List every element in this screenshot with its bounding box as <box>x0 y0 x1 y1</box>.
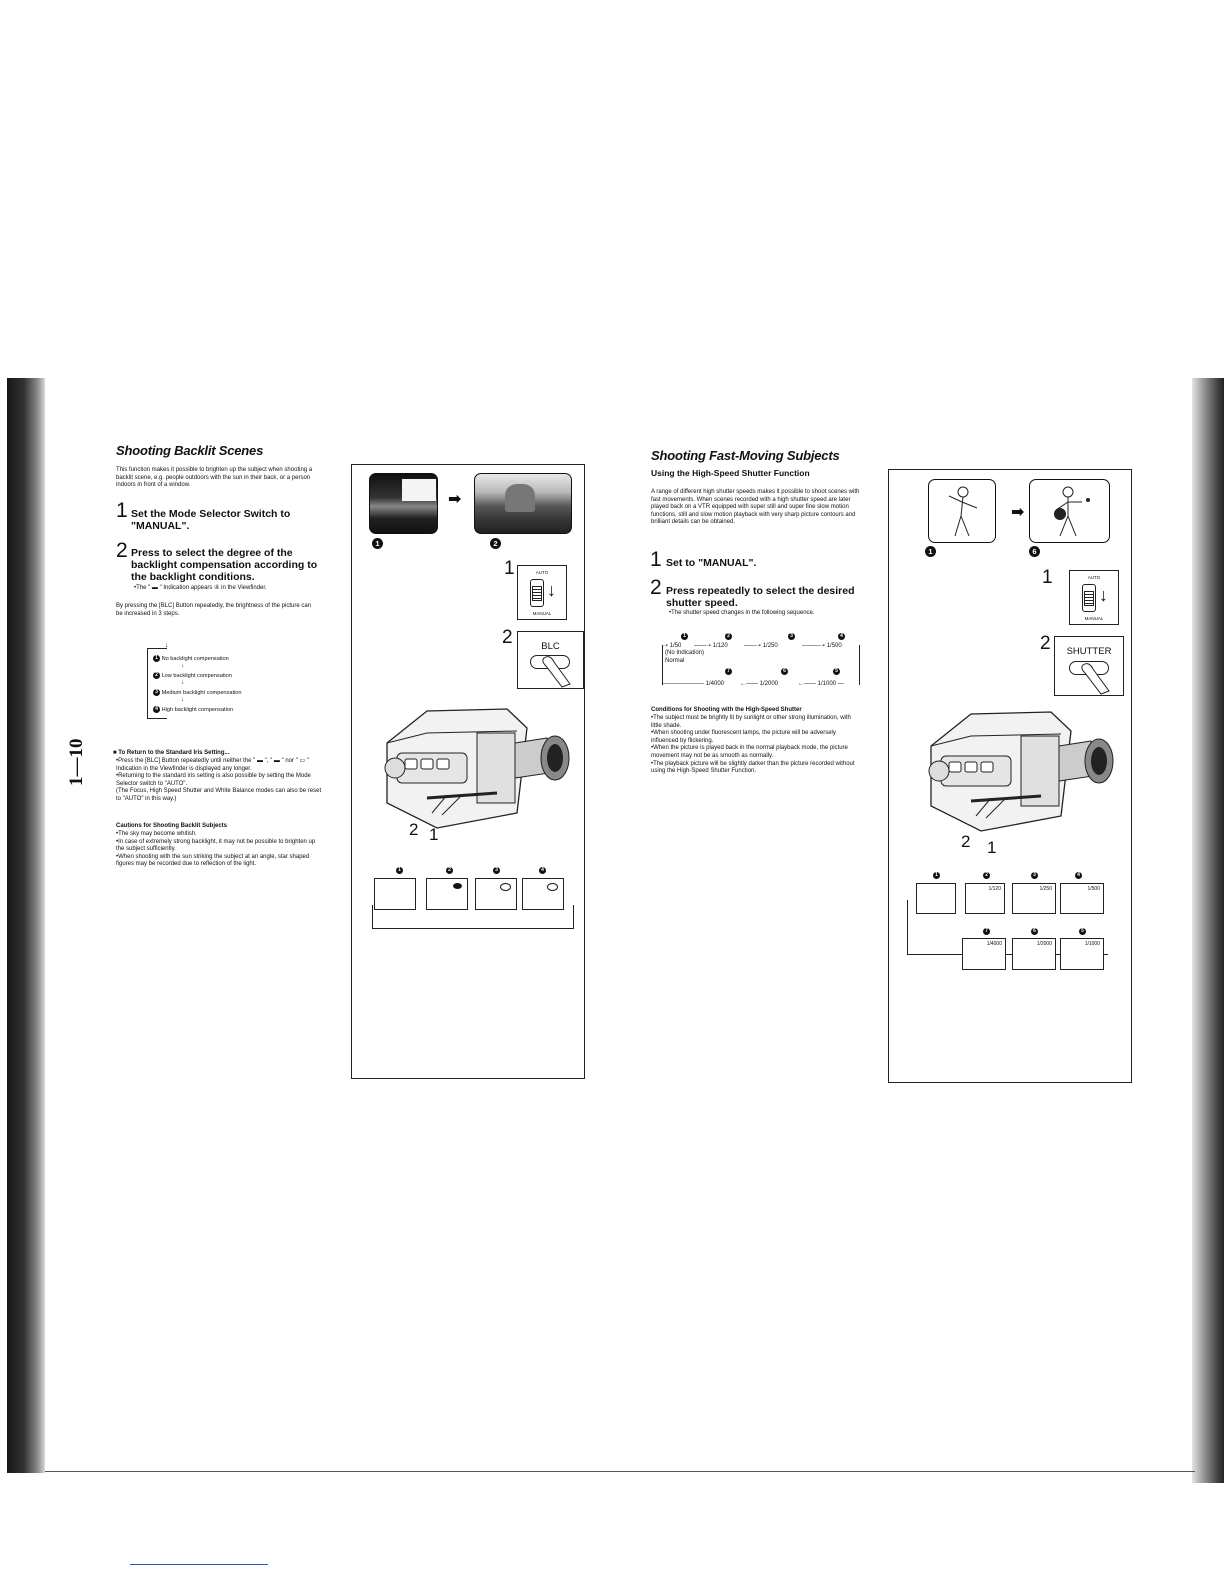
right-subtitle: Using the High-Speed Shutter Function <box>651 468 810 478</box>
viewfinder-mark: 5 <box>1079 928 1086 935</box>
figure-step-label: 1 <box>1042 567 1053 588</box>
photo-mark: 1 <box>372 538 383 549</box>
page-number: 1—10 <box>66 738 87 786</box>
blc-level-list: ↓ 1 No backlight compensation ↓ 2 Low backlight compensation ↓ 3 Medium backlight compensation ↓ 4 High backlight compensation <box>147 648 282 720</box>
right-conditions: •The subject must be brightly lit by sunlight or other strong illumination, with little shade. •When shooting under fluorescent lamps, the picture will be adversely influenced by flickering. •When the picture is played back in the normal playback mode, the picture movement may not be as smooth as normally. •The playback picture will be slightly darker than the picture recorded without using the High-Speed Shutter Function. <box>651 715 855 775</box>
left-return-heading: ■ To Return to the Standard Iris Setting... <box>113 750 230 756</box>
left-step2-number: 2 <box>116 539 128 562</box>
arrow-right-icon: ➡ <box>448 491 462 508</box>
right-title: Shooting Fast-Moving Subjects <box>651 448 840 463</box>
left-step2-note: •The " ▬ " Indication appears ④ in the Viewfinder. <box>134 585 267 591</box>
right-figure-panel <box>888 469 1132 1083</box>
left-blc-note: By pressing the [BLC] Button repeatedly, the brightness of the picture can be increased in 3 steps. <box>116 603 312 617</box>
blc-button-illustration[interactable]: BLC <box>517 631 584 689</box>
right-step1-number: 1 <box>650 548 662 571</box>
viewfinder-mark: 3 <box>493 867 500 874</box>
photo-mark: 2 <box>490 538 501 549</box>
viewfinder-mark: 1 <box>396 867 403 874</box>
arrow-right-icon: ➡ <box>1011 504 1025 521</box>
viewfinder-mark: 2 <box>446 867 453 874</box>
mode-selector-switch[interactable]: AUTO ↓ MANUAL <box>517 565 567 620</box>
viewfinder-mark: 1 <box>933 872 940 879</box>
figure-step-label: 2 <box>502 627 513 648</box>
viewfinder-screen: 1/1000 <box>1060 938 1104 970</box>
viewfinder-screen <box>426 878 468 910</box>
binding-shadow-left <box>7 378 45 1473</box>
photo-mark: 1 <box>925 546 936 557</box>
figure-step-label: 2 <box>1040 633 1051 654</box>
right-intro: A range of different high shutter speeds makes it possible to shoot scenes with fast movements. When scenes recorded with a high shutter speed are later played back on a VTR equipped with super still and super fine slow motion functions, still and slow motion playback with very sharp picture contours and brilliant details can be obtained. <box>651 489 860 526</box>
camera-callout: 2 <box>961 832 971 851</box>
viewfinder-mark: 7 <box>983 928 990 935</box>
figure-step-label: 1 <box>504 558 515 579</box>
viewfinder-mark: 4 <box>539 867 546 874</box>
camera-callout: 2 <box>409 820 419 839</box>
action-photo-before <box>928 479 996 543</box>
viewfinder-screen <box>916 883 956 914</box>
right-step2-note: •The shutter speed changes in the following sequence. <box>669 610 815 616</box>
camera-callout: 1 <box>987 838 997 857</box>
blc-level-row: 4 High backlight compensation <box>153 706 233 713</box>
action-photo-after <box>1029 479 1110 543</box>
arrow-down-icon: ↓ <box>547 580 556 600</box>
viewfinder-mark: 3 <box>1031 872 1038 879</box>
right-conditions-heading: Conditions for Shooting with the High-Speed Shutter <box>651 707 802 713</box>
blc-level-row: 2 Low backlight compensation <box>153 672 232 679</box>
viewfinder-mark: 2 <box>983 872 990 879</box>
left-step1-text: Set the Mode Selector Switch to "MANUAL". <box>131 508 291 532</box>
right-step2-text: Press repeatedly to select the desired shutter speed. <box>666 585 855 609</box>
left-title: Shooting Backlit Scenes <box>116 443 264 458</box>
left-intro: This function makes it possible to brighten up the subject when shooting a backlit scene, e.g. people outdoors with the sun in their back, or a person indoors in front of a window. <box>116 467 313 489</box>
viewfinder-screen <box>475 878 517 910</box>
left-step1-number: 1 <box>116 499 128 522</box>
viewfinder-screen <box>522 878 564 910</box>
viewfinder-mark: 4 <box>1075 872 1082 879</box>
camcorder-illustration <box>367 703 577 838</box>
viewfinder-screen: 1/2000 <box>1012 938 1056 970</box>
left-return-lines: •Press the [BLC] Button repeatedly until neither the " ▬ ", " ▬ " nor " ▭ " Indication in the Viewfinder is displayed any longer. •Returning to the standard iris setting is also possible by setting the Mode Selector switch to "AUTO". (The Focus, High Speed Shutter and White Balance modes can also be reset to "AUTO" in this way.) <box>116 758 322 802</box>
right-step2-number: 2 <box>650 576 662 599</box>
footer-link-underline <box>130 1564 268 1565</box>
shutter-button-illustration[interactable]: SHUTTER <box>1054 636 1124 696</box>
left-step2-text: Press to select the degree of the backlight compensation according to the backlight conditions. <box>131 547 318 583</box>
camcorder-illustration <box>911 706 1121 841</box>
viewfinder-screen <box>374 878 416 910</box>
blc-level-row: 1 No backlight compensation <box>153 655 229 662</box>
viewfinder-screen: 1/120 <box>965 883 1005 914</box>
left-figure-panel <box>351 464 585 1079</box>
viewfinder-mark: 6 <box>1031 928 1038 935</box>
finger-icon <box>536 652 576 688</box>
shutter-sequence-diagram: 1 2 3 4 ➝ 1/50 ——➝ 1/120 ——➝ 1/250 ———➝ 1/500 (No Indication) Normal 7 6 5 ——————— 1/4000 ←—— 1/2000 ←—— 1/1000 — <box>652 633 867 691</box>
photo-mark: 6 <box>1029 546 1040 557</box>
blc-level-row: 3 Medium backlight compensation <box>153 689 241 696</box>
right-step1-text: Set to "MANUAL". <box>666 557 757 569</box>
backlit-photo-before <box>369 473 438 534</box>
viewfinder-screen: 1/4000 <box>962 938 1006 970</box>
camera-callout: 1 <box>429 825 439 844</box>
viewfinder-screen: 1/250 <box>1012 883 1056 914</box>
arrow-down-icon: ↓ <box>1099 585 1108 605</box>
binding-shadow-right <box>1192 378 1224 1483</box>
mode-selector-switch[interactable]: AUTO ↓ MANUAL <box>1069 570 1119 625</box>
viewfinder-screen: 1/500 <box>1060 883 1104 914</box>
left-cautions-heading: Cautions for Shooting Backlit Subjects <box>116 823 228 829</box>
bottom-rule <box>45 1471 1195 1472</box>
backlit-photo-after <box>474 473 572 534</box>
finger-icon <box>1075 659 1117 695</box>
left-cautions: •The sky may become whitish. •In case of extremely strong backlight, it may not be possible to brighten up the subject sufficiently. •When shooting with the sun striking the subject at an angle, star shaped figures may be recorded due to reflection of the light. <box>116 831 316 868</box>
